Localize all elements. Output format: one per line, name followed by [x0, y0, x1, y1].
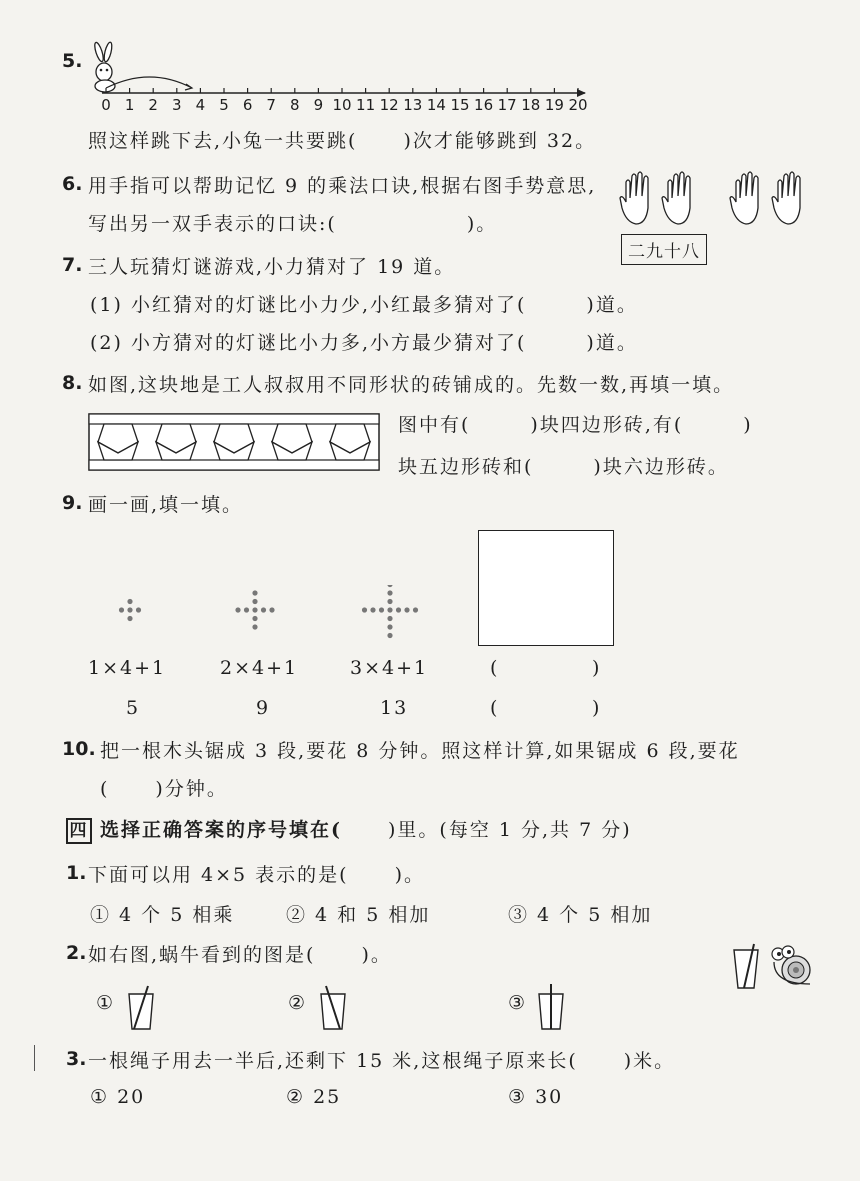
question-7-sub2: (2) 小方猜对的灯谜比小力多,小方最少猜对了( )道。	[90, 332, 638, 354]
gesture-label-box: 二九十八	[621, 234, 707, 265]
pattern-dot	[252, 607, 257, 612]
question-7-sub1: (1) 小红猜对的灯谜比小力少,小红最多猜对了( )道。	[90, 294, 638, 316]
question-8-line2: 块五边形砖和( )块六边形砖。	[398, 456, 729, 478]
number-line-label: 7	[266, 96, 276, 114]
section-4-header: 四 选择正确答案的序号填在( )里。(每空 1 分,共 7 分)	[66, 815, 632, 844]
rabbit-icon	[93, 42, 115, 92]
pattern-dot	[370, 607, 375, 612]
number-line-label: 12	[379, 96, 399, 114]
number-line-label: 0	[101, 96, 111, 114]
s4-question-1-number: 1.	[66, 862, 87, 884]
s4q3-option-2[interactable]: ② 25	[286, 1086, 342, 1108]
expression-1: 1×4+1	[88, 657, 167, 679]
question-10-line2: ( )分钟。	[100, 778, 228, 800]
number-line-label: 5	[219, 96, 229, 114]
drawing-box[interactable]	[478, 530, 614, 646]
number-line-label: 11	[356, 96, 376, 114]
snail-icon	[772, 946, 810, 984]
number-line-figure	[80, 40, 600, 120]
s4-question-2-text: 如右图,蜗牛看到的图是( )。	[88, 944, 392, 966]
question-10-number: 10.	[62, 738, 96, 760]
pattern-dot	[269, 607, 274, 612]
pattern-dot	[244, 607, 249, 612]
pattern-dot	[387, 599, 392, 604]
s4q2-option-2-label[interactable]: ②	[288, 992, 308, 1014]
pattern-dot	[252, 590, 257, 595]
question-6-line1: 用手指可以帮助记忆 9 的乘法口诀,根据右图手势意思,	[88, 175, 597, 197]
question-6-line2: 写出另一双手表示的口诀:( )。	[88, 213, 498, 235]
pattern-dot	[379, 607, 384, 612]
pattern-dot	[387, 624, 392, 629]
glass-option-3-icon[interactable]	[536, 982, 566, 1032]
pattern-dot	[261, 607, 266, 612]
pattern-dot	[404, 607, 409, 612]
number-line-label: 2	[148, 96, 158, 114]
s4-question-3-number: 3.	[66, 1048, 87, 1070]
question-6-number: 6.	[62, 173, 83, 195]
pattern-dot	[396, 607, 401, 612]
s4q2-option-1-label[interactable]: ①	[96, 992, 116, 1014]
pattern-dot	[252, 599, 257, 604]
number-line-label: 19	[544, 96, 564, 114]
number-line-label: 15	[450, 96, 470, 114]
number-line-label: 16	[474, 96, 494, 114]
s4-question-2-number: 2.	[66, 942, 87, 964]
pattern-dot	[387, 590, 392, 595]
pattern-dot	[127, 616, 132, 621]
question-9-number: 9.	[62, 492, 83, 514]
number-line-label: 20	[568, 96, 588, 114]
s4q2-option-3-label[interactable]: ③	[508, 992, 528, 1014]
question-7-intro: 三人玩猜灯谜游戏,小力猜对了 19 道。	[88, 256, 456, 278]
result-2: 9	[256, 697, 271, 719]
result-blank-close: )	[592, 697, 602, 719]
number-line-ticks	[101, 88, 587, 114]
question-9-intro: 画一画,填一填。	[88, 494, 244, 516]
pattern-dot	[362, 607, 367, 612]
glass-icon	[734, 944, 758, 988]
result-3: 13	[380, 697, 409, 719]
pattern-dot	[119, 607, 124, 612]
s4q1-option-1[interactable]: ① 4 个 5 相乘	[90, 904, 235, 926]
pattern-dot	[127, 607, 132, 612]
question-8-number: 8.	[62, 372, 83, 394]
pattern-dot	[387, 616, 392, 621]
pattern-dot	[127, 599, 132, 604]
s4-question-3-text: 一根绳子用去一半后,还剩下 15 米,这根绳子原来长( )米。	[88, 1050, 676, 1072]
question-10-line1: 把一根木头锯成 3 段,要花 8 分钟。照这样计算,如果锯成 6 段,要花	[100, 740, 740, 762]
question-8-intro: 如图,这块地是工人叔叔用不同形状的砖铺成的。先数一数,再填一填。	[88, 374, 735, 396]
section-4-badge: 四	[66, 818, 92, 844]
pattern-dot	[387, 607, 392, 612]
question-5-text: 照这样跳下去,小兔一共要跳( )次才能够跳到 32。	[88, 130, 597, 152]
pattern-dot	[387, 633, 392, 638]
snail-glass-figure	[728, 940, 818, 992]
glass-option-1-icon[interactable]	[126, 982, 156, 1032]
question-5-number: 5.	[62, 50, 83, 72]
glass-option-2-icon[interactable]	[318, 982, 348, 1032]
number-line-label: 10	[332, 96, 352, 114]
s4q3-option-3[interactable]: ③ 30	[508, 1086, 564, 1108]
number-line-label: 18	[521, 96, 541, 114]
number-line-label: 14	[426, 96, 446, 114]
pattern-dot	[252, 616, 257, 621]
s4q1-option-2[interactable]: ② 4 和 5 相加	[286, 904, 431, 926]
number-line-label: 9	[313, 96, 324, 114]
hand-icon	[620, 172, 800, 224]
expression-3: 3×4+1	[350, 657, 429, 679]
pattern-dot	[413, 607, 418, 612]
tile-floor-figure	[88, 413, 380, 471]
number-line-label: 6	[242, 96, 253, 114]
pattern-dot	[136, 607, 141, 612]
number-line-label: 13	[403, 96, 423, 114]
result-1: 5	[126, 697, 141, 719]
s4-question-1-text: 下面可以用 4×5 表示的是( )。	[88, 864, 426, 886]
number-line-label: 4	[195, 96, 206, 114]
number-line-label: 1	[124, 96, 135, 114]
hands-gesture-figure	[618, 168, 828, 230]
result-blank-open: (	[490, 697, 500, 719]
pattern-dot	[252, 624, 257, 629]
s4q3-option-1[interactable]: ① 20	[90, 1086, 146, 1108]
expression-2: 2×4+1	[220, 657, 299, 679]
expression-blank-close: )	[592, 657, 602, 679]
s4q1-option-3[interactable]: ③ 4 个 5 相加	[508, 904, 653, 926]
pattern-dot	[235, 607, 240, 612]
number-line-label: 17	[497, 96, 517, 114]
number-line-label: 8	[290, 96, 300, 114]
question-7-number: 7.	[62, 254, 83, 276]
pattern-dot	[387, 585, 392, 587]
expression-blank-open: (	[490, 657, 500, 679]
dot-patterns-figure	[100, 585, 450, 645]
number-line-label: 3	[172, 96, 182, 114]
question-8-line1: 图中有( )块四边形砖,有( )	[398, 414, 753, 436]
page-edge-mark	[34, 1045, 35, 1071]
